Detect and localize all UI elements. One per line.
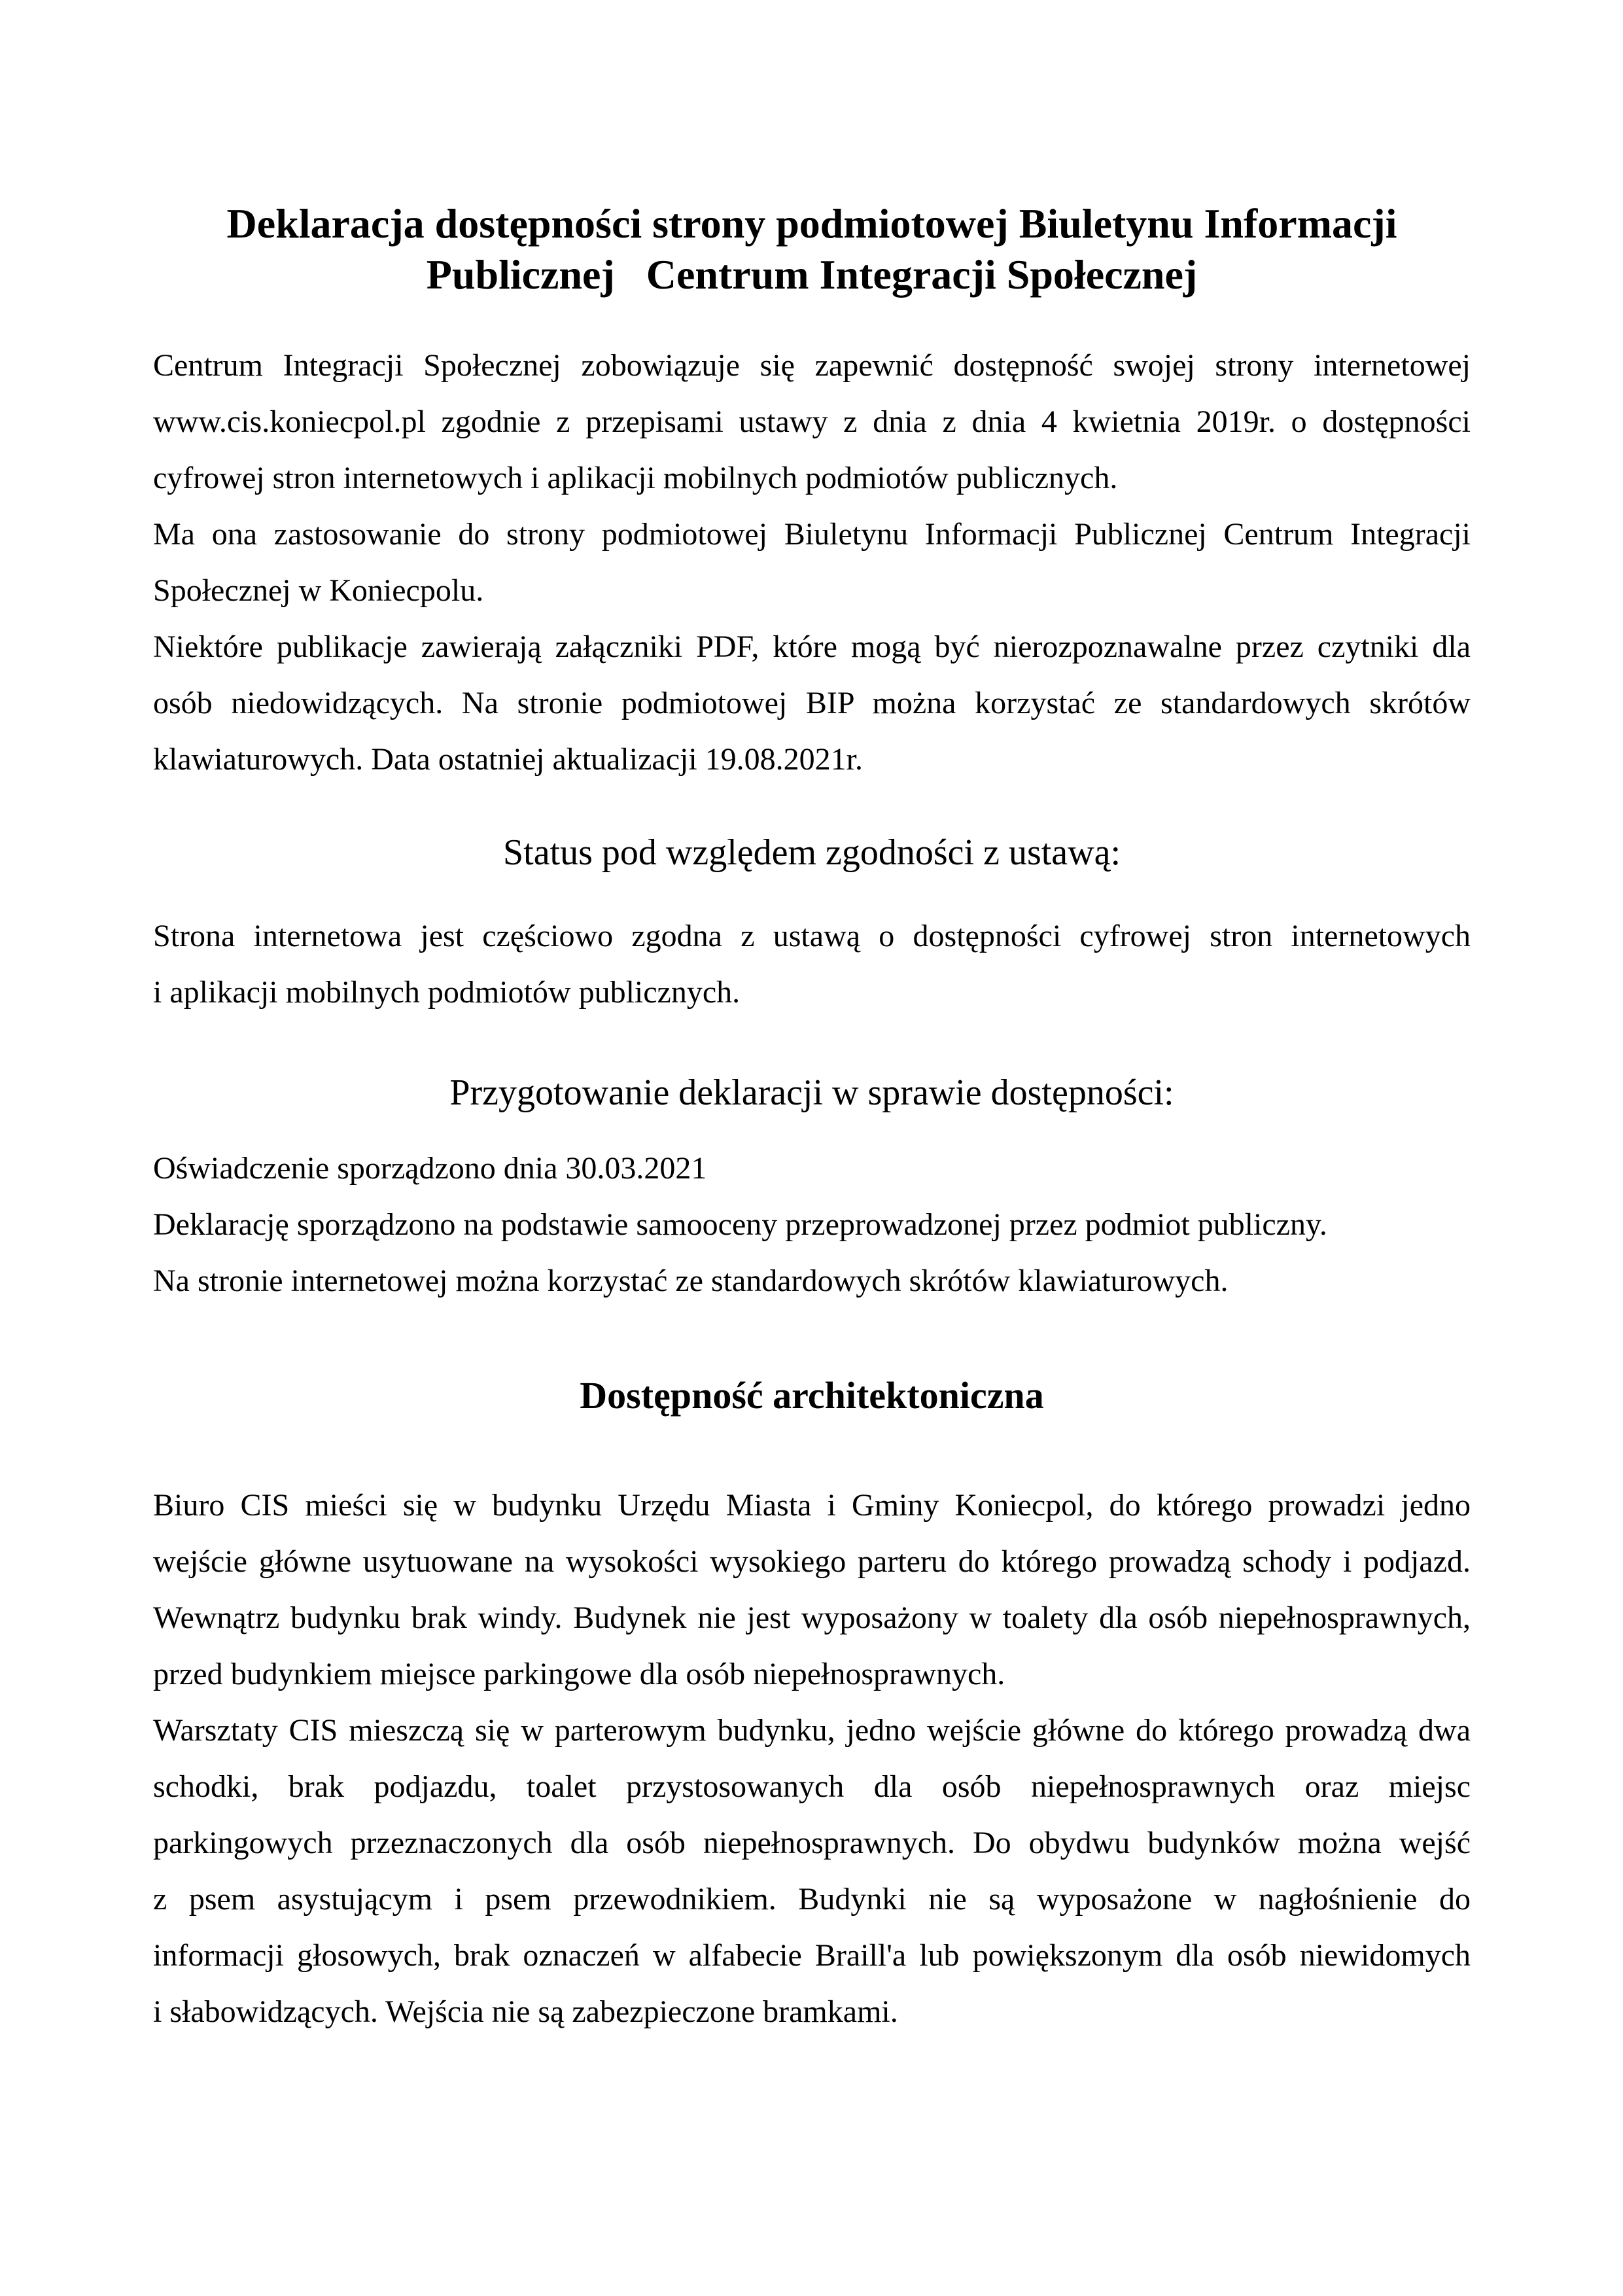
text-line: Ma ona zastosowanie do strony podmiotowej Biuletynu Informacji Publicznej Centrum Integracji <box>153 517 1471 552</box>
text-line: przed budynkiem miejsce parkingowe dla osób niepełnosprawnych. <box>153 1657 1005 1691</box>
text-line: schodki, brak podjazdu, toalet przystosowanych dla osób niepełnosprawnych oraz miejsc <box>153 1769 1471 1804</box>
text-line: cyfrowej stron internetowych i aplikacji mobilnych podmiotów publicznych. <box>153 461 1118 495</box>
preparation-statements <box>153 1140 1471 1309</box>
statement-line: Na stronie internetowej można korzystać ze standardowych skrótów klawiaturowych. <box>153 1263 1229 1298</box>
text-line: klawiaturowych. Data ostatniej aktualizacji 19.08.2021r. <box>153 742 864 777</box>
text-line: Centrum Integracji Społecznej zobowiązuje się zapewnić dostępność swojej strony internetowej <box>153 348 1471 383</box>
statement-line: Deklarację sporządzono na podstawie samooceny przeprowadzonej przez podmiot publiczny. <box>153 1207 1327 1242</box>
status-section-heading: Status pod względem zgodności z ustawą: <box>502 832 1121 873</box>
statement-line: Oświadczenie sporządzono dnia 30.03.2021 <box>153 1151 707 1186</box>
document-title <box>153 198 1471 300</box>
text-line: osób niedowidzących. Na stronie podmiotowej BIP można korzystać ze standardowych skrótów <box>153 686 1471 720</box>
status-section-paragraph <box>153 908 1471 1021</box>
text-line: Społecznej w Koniecpolu. <box>153 573 484 608</box>
title-line-1: Deklaracja dostępności strony podmiotowej Biuletynu Informacji <box>226 200 1397 247</box>
text-line: www.cis.koniecpol.pl zgodnie z przepisami ustawy z dnia z dnia 4 kwietnia 2019r. o dostępności <box>153 404 1471 439</box>
architecture-section-heading: Dostępność architektoniczna <box>580 1374 1044 1417</box>
architecture-section <box>153 1477 1471 2040</box>
text-line: i słabowidzących. Wejścia nie są zabezpieczone bramkami. <box>153 1994 898 2029</box>
text-line: Wewnątrz budynku brak windy. Budynek nie jest wyposażony w toalety dla osób niepełnosprawnych, <box>153 1600 1471 1635</box>
text-line: Warsztaty CIS mieszczą się w parterowym budynku, jedno wejście główne do którego prowadzą dwa <box>153 1713 1471 1748</box>
text-line: informacji głosowych, brak oznaczeń w alfabecie Braill'a lub powiększonym dla osób niewidomych <box>153 1938 1471 1973</box>
text-line: parkingowych przeznaczonych dla osób niepełnosprawnych. Do obydwu budynków można wejść <box>153 1826 1471 1860</box>
preparation-section-heading: Przygotowanie deklaracji w sprawie dostępności: <box>449 1072 1174 1113</box>
document-content <box>153 0 1471 2040</box>
text-line: Biuro CIS mieści się w budynku Urzędu Miasta i Gminy Koniecpol, do którego prowadzi jedno <box>153 1488 1471 1523</box>
text-line: Strona internetowa jest częściowo zgodna z ustawą o dostępności cyfrowej stron internetowych <box>153 919 1471 953</box>
text-line: i aplikacji mobilnych podmiotów publicznych. <box>153 975 741 1010</box>
title-line-2: Publicznej Centrum Integracji Społecznej <box>426 251 1198 298</box>
text-line: z psem asystującym i psem przewodnikiem. Budynki nie są wyposażone w nagłośnienie do <box>153 1882 1471 1916</box>
intro-section <box>153 338 1471 788</box>
text-line: wejście główne usytuowane na wysokości wysokiego parteru do którego prowadzą schody i podjazd. <box>153 1544 1471 1579</box>
text-line: Niektóre publikacje zawierają załączniki PDF, które mogą być nierozpoznawalne przez czytniki dla <box>153 629 1471 664</box>
